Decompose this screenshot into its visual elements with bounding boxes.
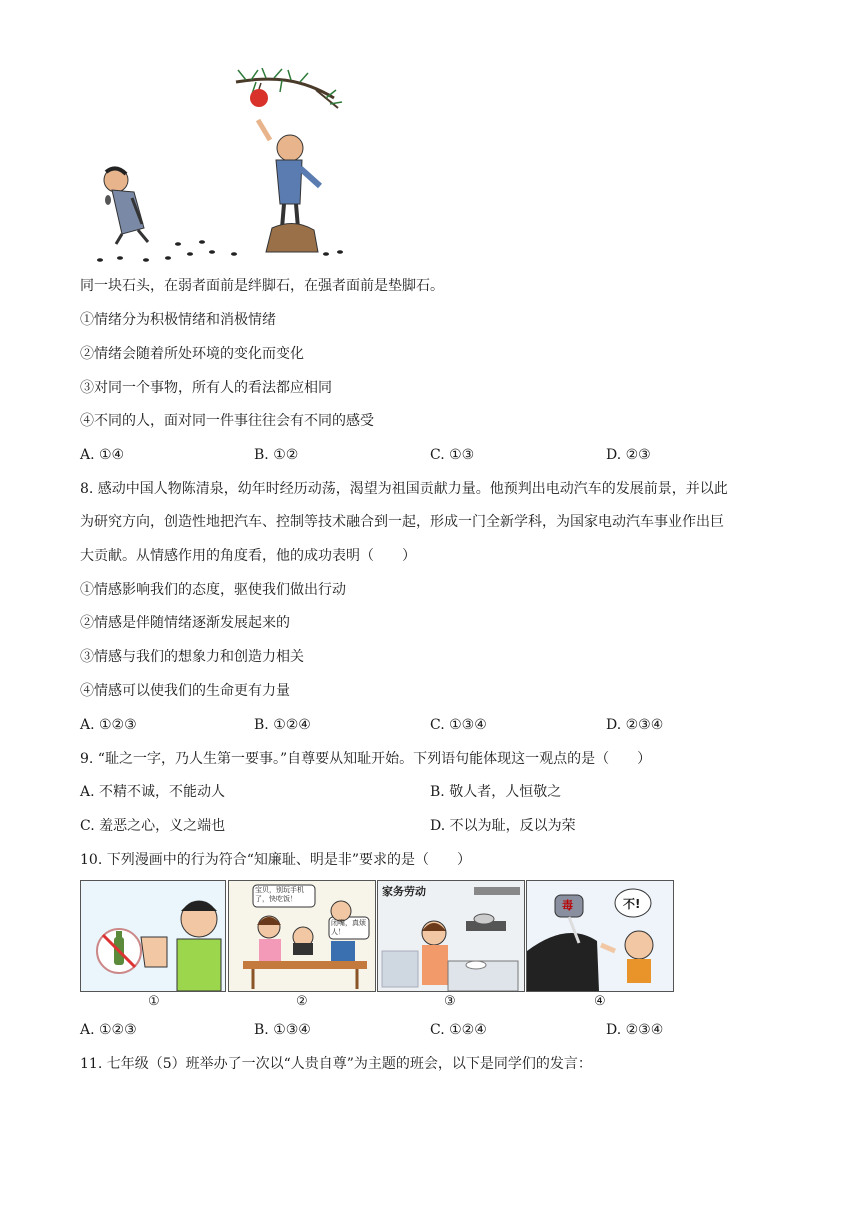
stone-cartoon-illustration: [86, 68, 350, 268]
q8-statement-2: ②情感是伴随情绪逐渐发展起来的: [80, 615, 290, 631]
q7-option-a: A. ①④: [80, 447, 125, 463]
comic-panel-1: [80, 880, 226, 992]
q7-statement-2: ②情绪会随着所处环境的变化而变化: [80, 346, 304, 362]
q8-statement-3: ③情感与我们的想象力和创造力相关: [80, 649, 304, 665]
comic-panel-4: [526, 880, 674, 992]
q10-option-a: A. ①②③: [80, 1022, 137, 1038]
q10-option-c: C. ①②④: [430, 1022, 487, 1038]
panel-4-bubble: 不!: [623, 897, 641, 911]
panel-3-title: 家务劳动: [382, 885, 426, 898]
q7-statement-3: ③对同一个事物，所有人的看法都应相同: [80, 380, 332, 396]
q8-stem-line-3: 大贡献。从情感作用的角度看，他的成功表明（ ）: [80, 548, 416, 564]
q9-stem: 9. “耻之一字，乃人生第一要事。”自尊要从知耻开始。下列语句能体现这一观点的是（ ）: [80, 751, 652, 767]
panel-label-2: ②: [296, 994, 308, 1009]
q10-option-b: B. ①③④: [254, 1022, 311, 1038]
q9-option-a: A. 不精不诚，不能动人: [80, 784, 226, 800]
q9-option-d: D. 不以为耻，反以为荣: [430, 818, 576, 834]
q7-option-c: C. ①③: [430, 447, 475, 463]
refuse-alcohol-illustration: [81, 881, 225, 991]
comic-panel-3: [377, 880, 525, 992]
q8-option-c: C. ①③④: [430, 717, 487, 733]
q8-stem-line-1: 8. 感动中国人物陈清泉，幼年时经历动荡，渴望为祖国贡献力量。他预判出电动汽车的发展前景，并以此: [80, 481, 728, 497]
comic-panel-2: [228, 880, 376, 992]
q7-statement-4: ④不同的人，面对同一件事往往会有不同的感受: [80, 413, 374, 429]
q8-option-d: D. ②③④: [606, 717, 664, 733]
q8-option-b: B. ①②④: [254, 717, 311, 733]
q8-statement-1: ①情感影响我们的态度，驱使我们做出行动: [80, 582, 346, 598]
q7-caption: 同一块石头，在弱者面前是绊脚石，在强者面前是垫脚石。: [80, 278, 444, 294]
panel-label-3: ③: [444, 994, 456, 1009]
q10-stem: 10. 下列漫画中的行为符合“知廉耻、明是非”要求的是（ ）: [80, 852, 472, 868]
q8-option-a: A. ①②③: [80, 717, 137, 733]
q8-stem-line-2: 为研究方向，创造性地把汽车、控制等技术融合到一起，形成一门全新学科，为国家电动汽车事业作出巨: [80, 514, 724, 530]
panel-2-bubble-left: 宝贝，别玩手机了，快吃饭！: [255, 886, 304, 903]
q9-option-c: C. 羞恶之心，义之端也: [80, 818, 226, 834]
refuse-drugs-illustration: [527, 881, 673, 991]
panel-4-sign: 毒: [562, 899, 573, 912]
q11-stem: 11. 七年级（5）班举办了一次以“人贵自尊”为主题的班会，以下是同学们的发言：: [80, 1056, 592, 1072]
q8-statement-4: ④情感可以使我们的生命更有力量: [80, 683, 290, 699]
q7-option-d: D. ②③: [606, 447, 651, 463]
q7-statement-1: ①情绪分为积极情绪和消极情绪: [80, 312, 276, 328]
panel-label-1: ①: [148, 994, 160, 1009]
q10-option-d: D. ②③④: [606, 1022, 664, 1038]
q9-option-b: B. 敬人者，人恒敬之: [430, 784, 562, 800]
q7-option-b: B. ①②: [254, 447, 299, 463]
panel-label-4: ④: [594, 994, 606, 1009]
panel-2-bubble-right: 闭嘴，真烦人！: [331, 919, 366, 936]
